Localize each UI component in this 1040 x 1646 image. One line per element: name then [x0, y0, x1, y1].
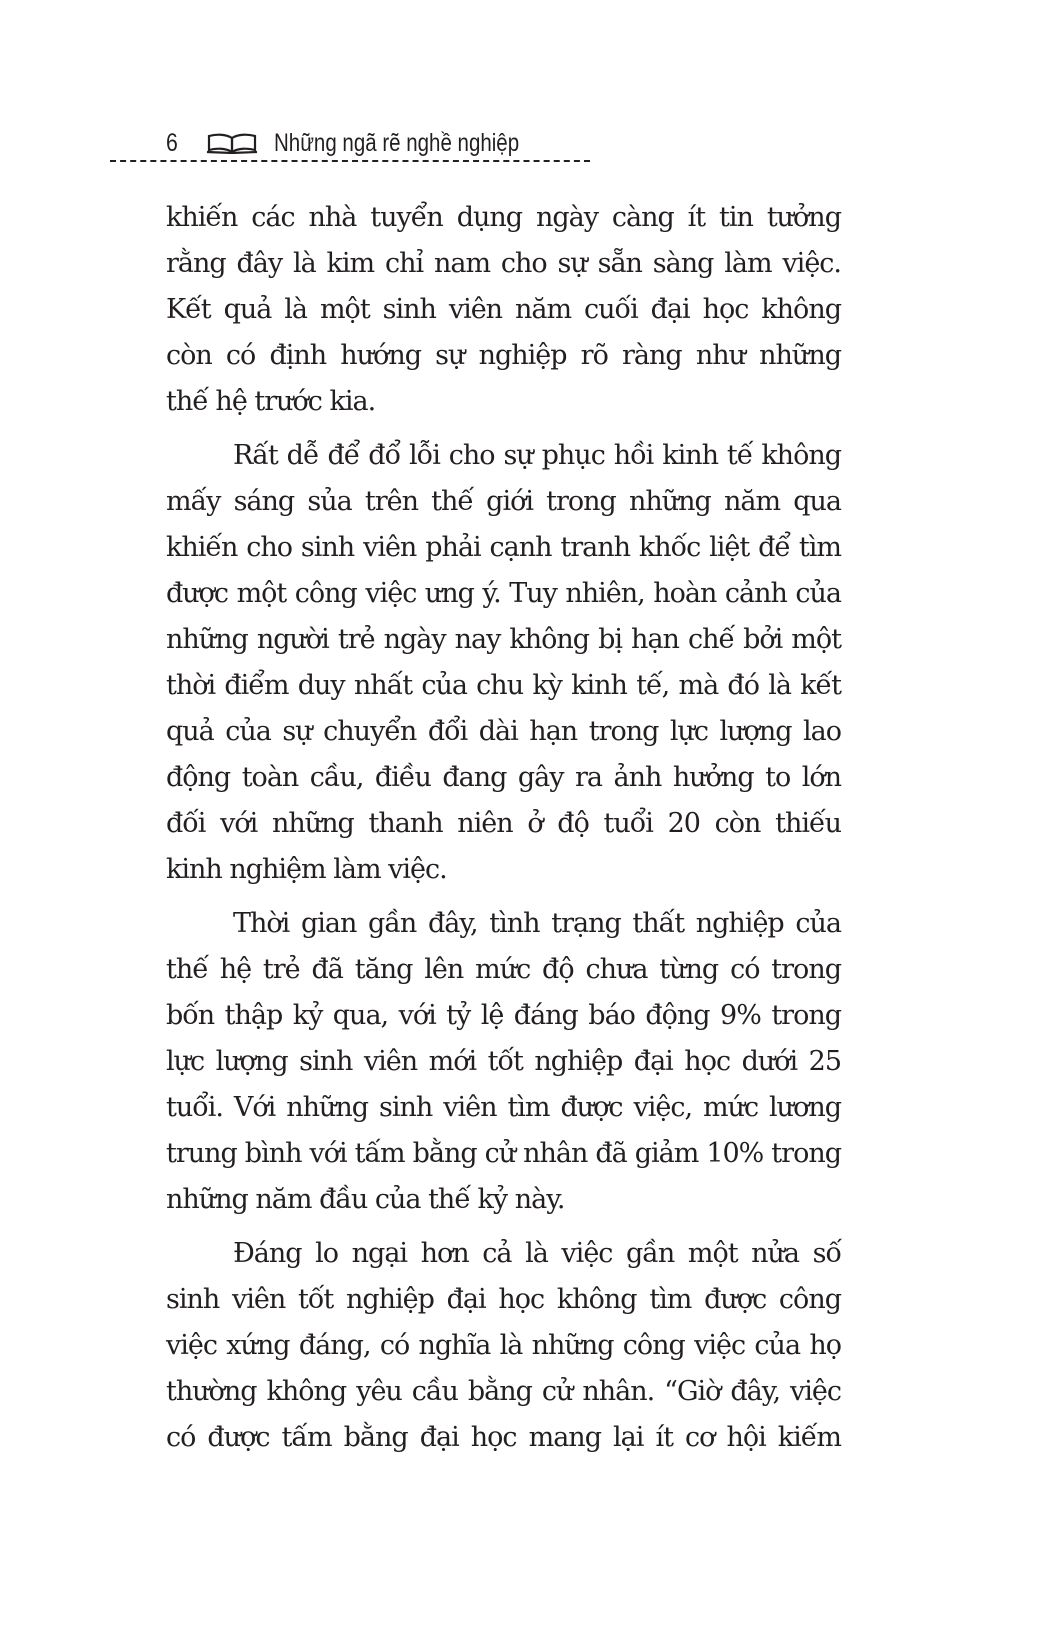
text-line: đối với những thanh niên ở độ tuổi 20 còn thiếu	[166, 808, 841, 839]
text-line: việc xứng đáng, có nghĩa là những công việc của họ	[166, 1330, 841, 1361]
paragraph	[166, 901, 841, 1223]
paragraph	[166, 1231, 841, 1461]
open-book-icon	[206, 132, 258, 154]
text-line: thế hệ trước kia.	[166, 386, 376, 417]
text-line: bốn thập kỷ qua, với tỷ lệ đáng báo động 9% trong	[166, 1000, 841, 1031]
text-line: Đáng lo ngại hơn cả là việc gần một nửa số	[233, 1238, 841, 1269]
text-line: Rất dễ để đổ lỗi cho sự phục hồi kinh tế không	[233, 440, 841, 471]
page-number: 6	[166, 129, 178, 157]
paragraph	[166, 195, 841, 425]
text-line: rằng đây là kim chỉ nam cho sự sẵn sàng làm việc.	[166, 248, 841, 279]
text-line: sinh viên tốt nghiệp đại học không tìm được công	[166, 1284, 841, 1315]
text-line: những người trẻ ngày nay không bị hạn chế bởi một	[166, 624, 841, 655]
text-line: thường không yêu cầu bằng cử nhân. “Giờ đây, việc	[166, 1376, 841, 1407]
text-line: tuổi. Với những sinh viên tìm được việc, mức lương	[166, 1092, 841, 1123]
running-title: Những ngã rẽ nghề nghiệp	[274, 129, 520, 157]
header-divider	[110, 160, 590, 162]
text-line: được một công việc ưng ý. Tuy nhiên, hoàn cảnh của	[166, 578, 841, 609]
text-line: Kết quả là một sinh viên năm cuối đại học không	[166, 294, 841, 325]
text-line: khiến cho sinh viên phải cạnh tranh khốc liệt để tìm	[166, 532, 841, 563]
page-header	[110, 128, 590, 168]
text-line: những năm đầu của thế kỷ này.	[166, 1184, 565, 1215]
text-line: còn có định hướng sự nghiệp rõ ràng như những	[166, 340, 841, 371]
text-line: kinh nghiệm làm việc.	[166, 854, 447, 885]
paragraph	[166, 433, 841, 893]
body-text	[166, 195, 841, 1461]
text-line: thời điểm duy nhất của chu kỳ kinh tế, mà đó là kết	[166, 670, 841, 701]
text-line: trung bình với tấm bằng cử nhân đã giảm 10% trong	[166, 1138, 841, 1169]
text-line: Thời gian gần đây, tình trạng thất nghiệp của	[233, 908, 841, 939]
text-line: lực lượng sinh viên mới tốt nghiệp đại học dưới 25	[166, 1046, 841, 1077]
text-line: mấy sáng sủa trên thế giới trong những năm qua	[166, 486, 841, 517]
text-line: thế hệ trẻ đã tăng lên mức độ chưa từng có trong	[166, 954, 841, 985]
text-line: khiến các nhà tuyển dụng ngày càng ít tin tưởng	[166, 202, 841, 233]
text-line: quả của sự chuyển đổi dài hạn trong lực lượng lao	[166, 716, 841, 747]
text-line: động toàn cầu, điều đang gây ra ảnh hưởng to lớn	[166, 762, 841, 793]
text-line: có được tấm bằng đại học mang lại ít cơ hội kiếm	[166, 1422, 841, 1453]
